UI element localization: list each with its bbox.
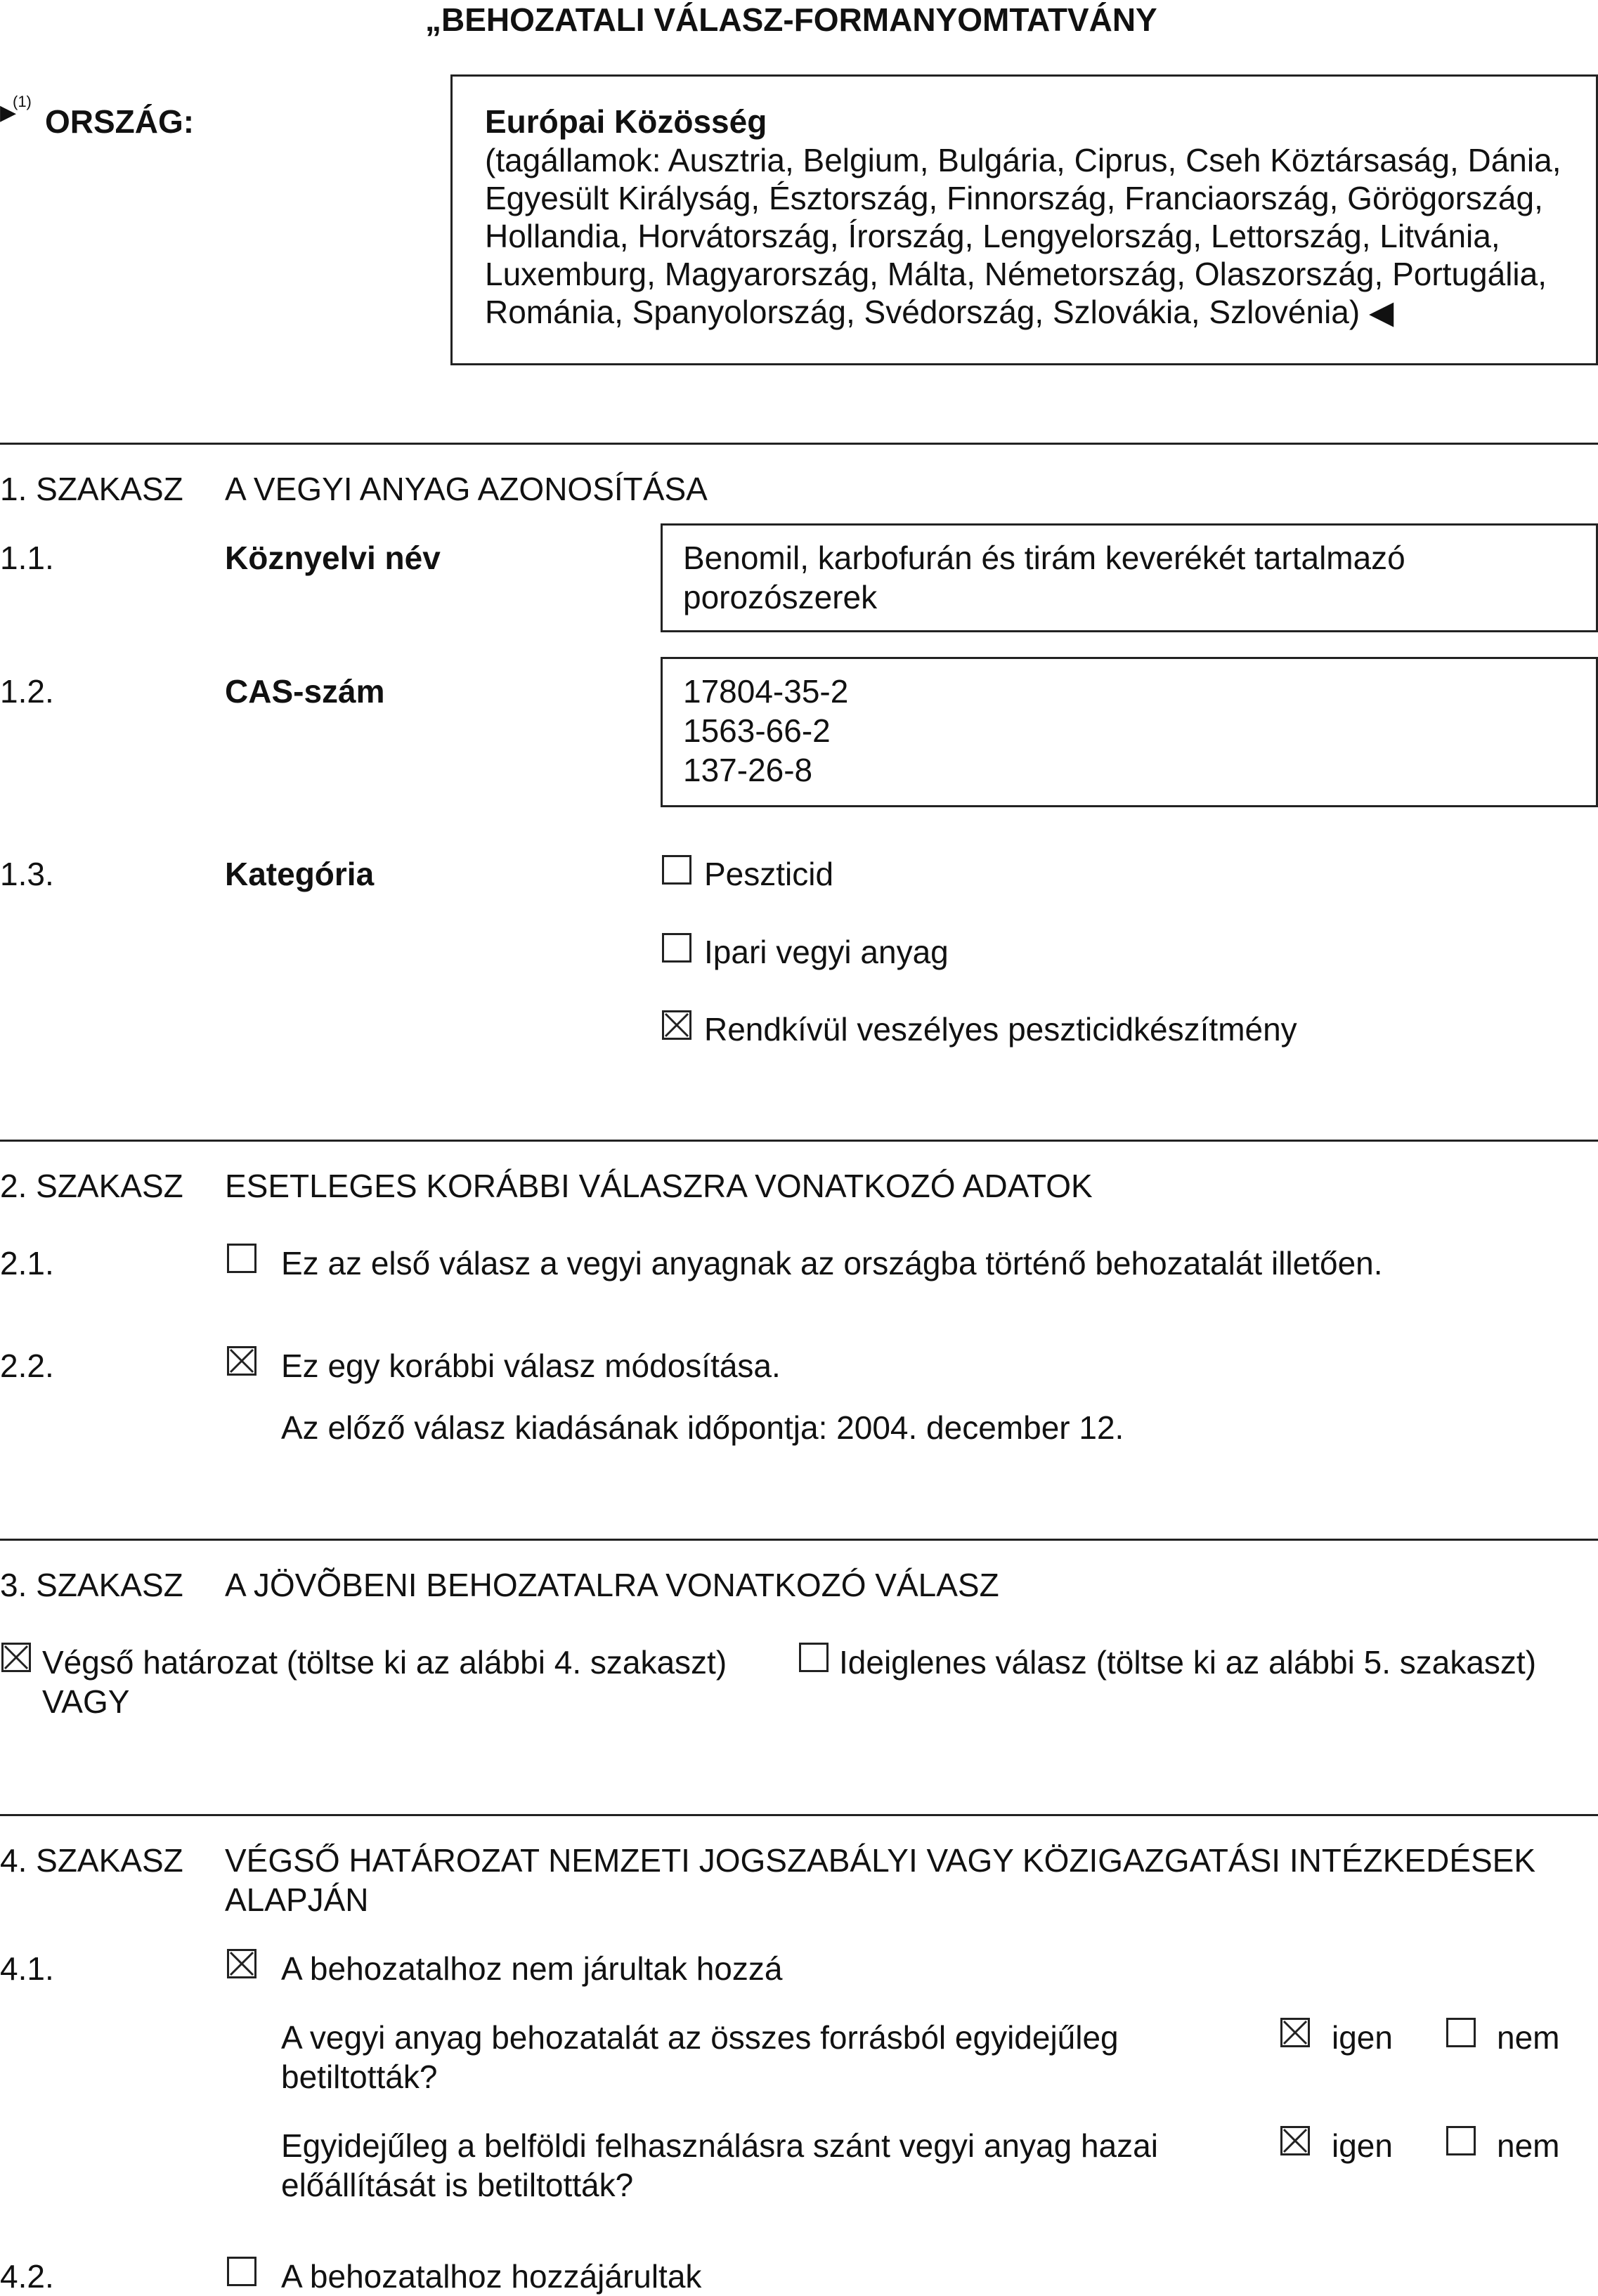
country-label: ORSZÁG:: [45, 103, 195, 140]
country-name: Európai Közösség: [485, 103, 767, 140]
form-title: „BEHOZATALI VÁLASZ-FORMANYOMTATVÁNY: [425, 1, 1157, 38]
check-x-icon: [229, 1348, 254, 1374]
or-text: VAGY: [42, 1683, 130, 1720]
category-option-label: Ipari vegyi anyag: [704, 934, 949, 970]
interim-response-checkbox[interactable]: [799, 1643, 829, 1672]
first-response-checkbox[interactable]: [227, 1244, 256, 1273]
yes-label: igen: [1332, 2019, 1393, 2056]
section-divider: [0, 1814, 1598, 1816]
section-divider: [0, 1140, 1598, 1142]
common-name-value: porozószerek: [683, 579, 878, 615]
section1-number: 1. SZAKASZ: [0, 471, 183, 507]
no-label: nem: [1497, 2127, 1560, 2164]
import-refused-checkbox[interactable]: [227, 1949, 256, 1978]
item-number: 4.2.: [0, 2258, 54, 2295]
q2-yes-checkbox[interactable]: [1280, 2126, 1310, 2155]
check-x-icon: [1282, 2128, 1308, 2153]
section1-title: A VEGYI ANYAG AZONOSÍTÁSA: [225, 471, 708, 507]
import-consented-text: A behozatalhoz hozzájárultak: [281, 2258, 702, 2295]
question-text: A vegyi anyag behozatalát az összes forrásból egyidejűleg: [281, 2019, 1119, 2056]
section4-number: 4. SZAKASZ: [0, 1842, 183, 1879]
cas-value: 137-26-8: [683, 752, 813, 788]
question-text: Egyidejűleg a belföldi felhasználásra szánt vegyi anyag hazai: [281, 2127, 1158, 2164]
item-number: 1.3.: [0, 856, 54, 892]
cas-label: CAS-szám: [225, 673, 385, 710]
check-x-icon: [229, 1951, 254, 1976]
first-response-text: Ez az első válasz a vegyi anyagnak az országba történő behozatalát illetően.: [281, 1245, 1383, 1281]
section-divider: [0, 443, 1598, 445]
category-label: Kategória: [225, 856, 375, 892]
section4-title: ALAPJÁN: [225, 1881, 369, 1918]
category-pesticide-checkbox[interactable]: [662, 855, 691, 885]
country-members-line: Egyesült Királyság, Észtország, Finnország, Franciaország, Görögország,: [485, 180, 1543, 216]
item-number: 2.1.: [0, 1245, 54, 1281]
previous-response-date: Az előző válasz kiadásának időpontja: 2004. december 12.: [281, 1409, 1124, 1446]
check-x-icon: [664, 1012, 689, 1038]
q2-no-checkbox[interactable]: [1446, 2126, 1476, 2155]
final-decision-text: Végső határozat (töltse ki az alábbi 4. szakaszt): [42, 1644, 727, 1681]
yes-label: igen: [1332, 2127, 1393, 2164]
import-consented-checkbox[interactable]: [227, 2257, 256, 2286]
section3-number: 3. SZAKASZ: [0, 1567, 183, 1603]
check-x-icon: [1282, 2020, 1308, 2045]
country-members-line: (tagállamok: Ausztria, Belgium, Bulgária, Ciprus, Cseh Köztársaság, Dánia,: [485, 142, 1561, 178]
q1-yes-checkbox[interactable]: [1280, 2018, 1310, 2047]
question-text: betiltották?: [281, 2059, 438, 2095]
country-members-line: Luxemburg, Magyarország, Málta, Németország, Olaszország, Portugália,: [485, 256, 1547, 292]
marker-arrow-icon: ▶: [0, 101, 17, 124]
country-members-line: Hollandia, Horvátország, Írország, Lengyelország, Lettország, Litvánia,: [485, 218, 1500, 254]
category-hazardous-checkbox[interactable]: [662, 1010, 691, 1040]
item-number: 1.2.: [0, 673, 54, 710]
item-number: 4.1.: [0, 1950, 54, 1987]
category-option-label: Peszticid: [704, 856, 834, 892]
section3-title: A JÖVÕBENI BEHOZATALRA VONATKOZÓ VÁLASZ: [225, 1567, 999, 1603]
category-industrial-checkbox[interactable]: [662, 933, 691, 963]
interim-response-text: Ideiglenes válasz (töltse ki az alábbi 5. szakaszt): [839, 1644, 1537, 1681]
question-text: előállítását is betiltották?: [281, 2167, 634, 2203]
modification-text: Ez egy korábbi válasz módosítása.: [281, 1348, 781, 1384]
country-members-line: Románia, Spanyolország, Svédország, Szlovákia, Szlovénia) ◀: [485, 294, 1394, 330]
category-option-label: Rendkívül veszélyes peszticidkészítmény: [704, 1011, 1297, 1048]
no-label: nem: [1497, 2019, 1560, 2056]
modification-checkbox[interactable]: [227, 1346, 256, 1376]
item-number: 1.1.: [0, 540, 54, 576]
footnote-marker: (1): [13, 93, 32, 110]
item-number: 2.2.: [0, 1348, 54, 1384]
cas-value: 1563-66-2: [683, 712, 831, 749]
check-x-icon: [4, 1645, 29, 1670]
section2-title: ESETLEGES KORÁBBI VÁLASZRA VONATKOZÓ ADATOK: [225, 1168, 1093, 1204]
import-refused-text: A behozatalhoz nem járultak hozzá: [281, 1950, 783, 1987]
section4-title: VÉGSŐ HATÁROZAT NEMZETI JOGSZABÁLYI VAGY KÖZIGAZGATÁSI INTÉZKEDÉSEK: [225, 1842, 1536, 1879]
final-decision-checkbox[interactable]: [1, 1643, 31, 1672]
section-divider: [0, 1539, 1598, 1541]
cas-value: 17804-35-2: [683, 673, 849, 710]
q1-no-checkbox[interactable]: [1446, 2018, 1476, 2047]
common-name-label: Köznyelvi név: [225, 540, 441, 576]
section2-number: 2. SZAKASZ: [0, 1168, 183, 1204]
common-name-value: Benomil, karbofurán és tirám keverékét tartalmazó: [683, 540, 1405, 576]
